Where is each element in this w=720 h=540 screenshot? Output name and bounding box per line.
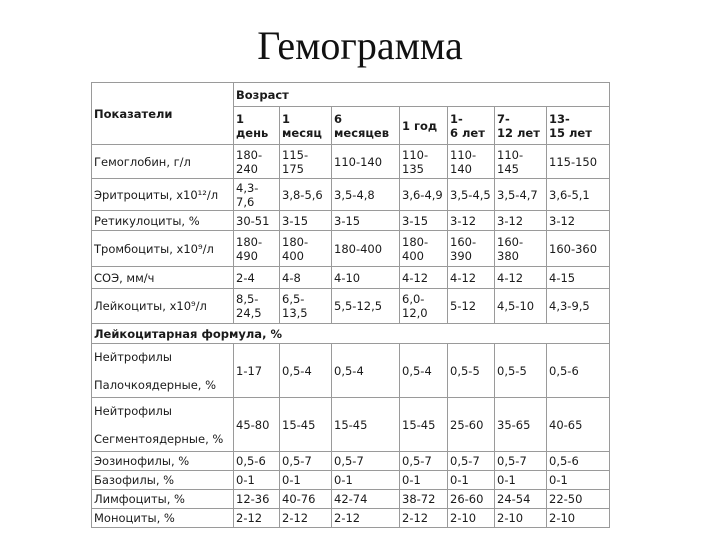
- age-header: 6 месяцев: [332, 107, 400, 145]
- value-cell: 4-12: [448, 267, 495, 289]
- header-param-cell: Показатели: [92, 83, 234, 145]
- table-row: [92, 471, 610, 490]
- value-cell: 3-12: [547, 211, 610, 231]
- value-cell: 25-60: [448, 398, 495, 452]
- value-cell: 0,5-6: [234, 452, 280, 471]
- row-label: [92, 344, 234, 398]
- value-cell: 3,5-4,5: [448, 179, 495, 211]
- value-cell: 2-12: [280, 509, 332, 528]
- value-cell: 42-74: [332, 490, 400, 509]
- value-cell: 0-1: [547, 471, 610, 490]
- hemogram-table-container: [91, 82, 610, 528]
- value-cell: 2-4: [234, 267, 280, 289]
- section-row: [92, 324, 610, 344]
- value-cell: 4,3-9,5: [547, 289, 610, 324]
- value-cell: 3,6-4,9: [400, 179, 448, 211]
- value-cell: 0,5-7: [332, 452, 400, 471]
- value-cell: 110- 135: [400, 145, 448, 179]
- row-label: Тромбоциты, х10⁹/л: [92, 231, 234, 267]
- row-label: Базофилы, %: [92, 471, 234, 490]
- value-cell: 180- 400: [400, 231, 448, 267]
- value-cell: 2-12: [400, 509, 448, 528]
- value-cell: 3-12: [495, 211, 547, 231]
- row-label: Эозинофилы, %: [92, 452, 234, 471]
- table-row: [92, 289, 610, 324]
- value-cell: 15-45: [332, 398, 400, 452]
- value-cell: 3-12: [448, 211, 495, 231]
- value-cell: 38-72: [400, 490, 448, 509]
- table-row: [92, 344, 610, 398]
- value-cell: 3-15: [332, 211, 400, 231]
- value-cell: 0,5-5: [448, 344, 495, 398]
- value-cell: 15-45: [280, 398, 332, 452]
- value-cell: 0-1: [448, 471, 495, 490]
- row-label: СОЭ, мм/ч: [92, 267, 234, 289]
- value-cell: 6,0- 12,0: [400, 289, 448, 324]
- value-cell: 6,5-13,5: [280, 289, 332, 324]
- value-cell: 0,5-7: [495, 452, 547, 471]
- value-cell: 3,5-4,8: [332, 179, 400, 211]
- section-title: Лейкоцитарная формула, %: [92, 324, 610, 344]
- age-header: 1- 6 лет: [448, 107, 495, 145]
- value-cell: 0,5-5: [495, 344, 547, 398]
- value-cell: 160-380: [495, 231, 547, 267]
- value-cell: 24-54: [495, 490, 547, 509]
- value-cell: 2-10: [448, 509, 495, 528]
- value-cell: 4,5-10: [495, 289, 547, 324]
- value-cell: 110-145: [495, 145, 547, 179]
- value-cell: 160-360: [547, 231, 610, 267]
- value-cell: 180- 240: [234, 145, 280, 179]
- table-row: [92, 179, 610, 211]
- row-label-bottom: Сегментоядерные, %: [94, 431, 224, 446]
- value-cell: 4-10: [332, 267, 400, 289]
- value-cell: 26-60: [448, 490, 495, 509]
- value-cell: 115-175: [280, 145, 332, 179]
- value-cell: 0,5-4: [280, 344, 332, 398]
- value-cell: 1-17: [234, 344, 280, 398]
- value-cell: 2-10: [495, 509, 547, 528]
- value-cell: 110- 140: [448, 145, 495, 179]
- value-cell: 0,5-7: [280, 452, 332, 471]
- value-cell: 15-45: [400, 398, 448, 452]
- value-cell: 3,6-5,1: [547, 179, 610, 211]
- value-cell: 0,5-4: [400, 344, 448, 398]
- value-cell: 30-51: [234, 211, 280, 231]
- row-label: Лейкоциты, х10⁹/л: [92, 289, 234, 324]
- value-cell: 3,5-4,7: [495, 179, 547, 211]
- value-cell: 3,8-5,6: [280, 179, 332, 211]
- row-label: Лимфоциты, %: [92, 490, 234, 509]
- value-cell: 0,5-6: [547, 452, 610, 471]
- value-cell: 180-400: [332, 231, 400, 267]
- age-header: 1 месяц: [280, 107, 332, 145]
- row-label: Ретикулоциты, %: [92, 211, 234, 231]
- row-label-top: Нейтрофилы: [94, 349, 172, 364]
- value-cell: 3-15: [400, 211, 448, 231]
- value-cell: 4-12: [495, 267, 547, 289]
- page-title: Гемограмма: [257, 23, 463, 68]
- value-cell: 0,5-4: [332, 344, 400, 398]
- value-cell: 0-1: [332, 471, 400, 490]
- value-cell: 2-12: [234, 509, 280, 528]
- value-cell: 2-12: [332, 509, 400, 528]
- table-row: [92, 509, 610, 528]
- value-cell: 160- 390: [448, 231, 495, 267]
- value-cell: 5,5-12,5: [332, 289, 400, 324]
- value-cell: 0-1: [495, 471, 547, 490]
- row-label: Гемоглобин, г/л: [92, 145, 234, 179]
- value-cell: 0,5-7: [400, 452, 448, 471]
- age-header: 1 день: [234, 107, 280, 145]
- value-cell: 22-50: [547, 490, 610, 509]
- table-row: [92, 231, 610, 267]
- header-age-cell: Возраст: [234, 83, 610, 107]
- value-cell: 115-150: [547, 145, 610, 179]
- value-cell: 45-80: [234, 398, 280, 452]
- table-row: [92, 211, 610, 231]
- age-header: 1 год: [400, 107, 448, 145]
- value-cell: 35-65: [495, 398, 547, 452]
- table-row: [92, 267, 610, 289]
- value-cell: 0-1: [400, 471, 448, 490]
- value-cell: 180- 490: [234, 231, 280, 267]
- table-body: [92, 83, 610, 528]
- value-cell: 2-10: [547, 509, 610, 528]
- value-cell: 180-400: [280, 231, 332, 267]
- value-cell: 110-140: [332, 145, 400, 179]
- row-label: Эритроциты, х10¹²/л: [92, 179, 234, 211]
- hemogram-table: [91, 82, 610, 528]
- value-cell: 8,5- 24,5: [234, 289, 280, 324]
- value-cell: 5-12: [448, 289, 495, 324]
- table-row: [92, 490, 610, 509]
- value-cell: 40-65: [547, 398, 610, 452]
- row-label: [92, 398, 234, 452]
- value-cell: 0,5-7: [448, 452, 495, 471]
- table-row: [92, 145, 610, 179]
- value-cell: 0,5-6: [547, 344, 610, 398]
- value-cell: 0-1: [234, 471, 280, 490]
- value-cell: 4-15: [547, 267, 610, 289]
- value-cell: 0-1: [280, 471, 332, 490]
- value-cell: 3-15: [280, 211, 332, 231]
- age-header: 7- 12 лет: [495, 107, 547, 145]
- value-cell: 40-76: [280, 490, 332, 509]
- value-cell: 12-36: [234, 490, 280, 509]
- value-cell: 4-12: [400, 267, 448, 289]
- value-cell: 4-8: [280, 267, 332, 289]
- row-label-bottom: Палочкоядерные, %: [94, 377, 217, 392]
- row-label-top: Нейтрофилы: [94, 403, 172, 418]
- table-row: [92, 452, 610, 471]
- value-cell: 4,3- 7,6: [234, 179, 280, 211]
- header-row-age: [92, 83, 610, 107]
- table-row: [92, 398, 610, 452]
- age-header: 13- 15 лет: [547, 107, 610, 145]
- row-label: Моноциты, %: [92, 509, 234, 528]
